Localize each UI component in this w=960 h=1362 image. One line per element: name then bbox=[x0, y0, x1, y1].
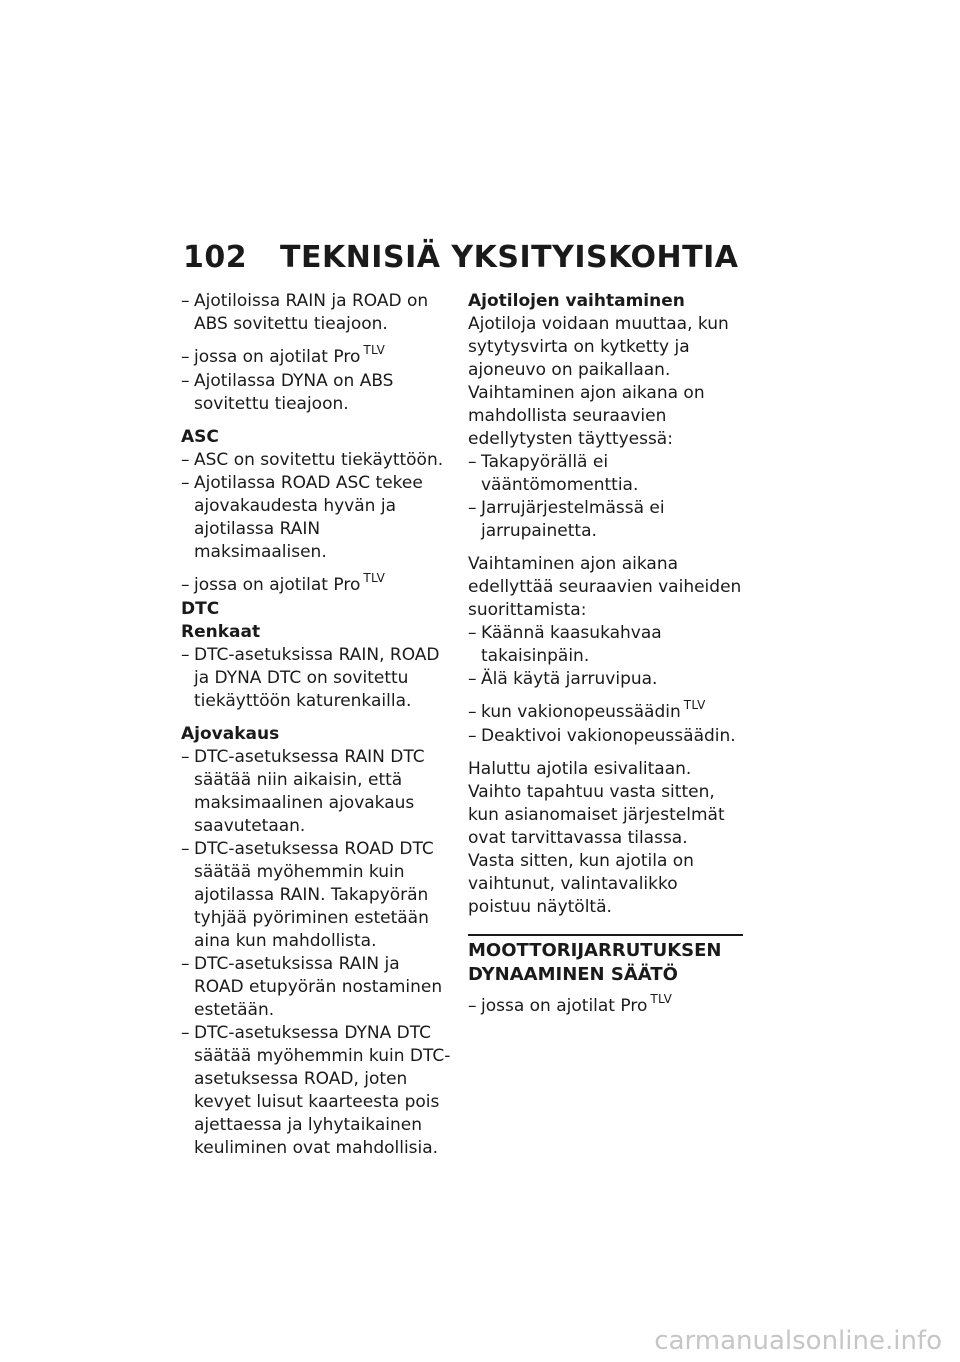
section-heading: Ajotilojen vaihtaminen bbox=[468, 291, 685, 311]
page-number: 102 bbox=[183, 240, 248, 275]
list-item: – DTC-asetuksissa RAIN ja ROAD etupyörän nostaminen estetään. bbox=[181, 953, 451, 1022]
list-item: – Ajotilassa DYNA on ABS sovitettu tieajoon. bbox=[181, 370, 451, 416]
list-item: – Jarrujärjestelmässä ei jarrupainetta. bbox=[468, 497, 743, 543]
list-item: – DTC-asetuksessa ROAD DTC säätää myöhemmin kuin ajotilassa RAIN. Takapyörän tyhjää pyöriminen estetään aina kun mahdollista. bbox=[181, 838, 451, 953]
right-column bbox=[468, 290, 743, 1019]
list-item: – Ajotilassa ROAD ASC tekee ajovakaudesta hyvän ja ajotilassa RAIN maksimaalisen. bbox=[181, 472, 451, 564]
paragraph: Vasta sitten, kun ajotila on vaihtunut, valintavalikko poistuu näytöltä. bbox=[468, 851, 694, 917]
list-item: – ASC on sovitettu tiekäyttöön. bbox=[181, 449, 451, 472]
list-item: – Deaktivoi vakionopeussäädin. bbox=[468, 725, 743, 748]
section-divider bbox=[468, 934, 743, 987]
list-item: – Takapyörällä ei vääntömomenttia. bbox=[468, 451, 743, 497]
list-item: – Käännä kaasukahvaa takaisinpäin. bbox=[468, 622, 743, 668]
list-item: – Älä käytä jarruvipua. bbox=[468, 668, 743, 691]
paragraph: Haluttu ajotila esivalitaan. Vaihto tapahtuu vasta sitten, kun asianomaiset järjestelmät ovat tarvittavassa tilassa. bbox=[468, 759, 725, 848]
paragraph: Vaihtaminen ajon aikana edellyttää seuraavien vaiheiden suorittamista: bbox=[468, 554, 742, 620]
ajovakaus-heading: Ajovakaus bbox=[181, 724, 280, 744]
tlv-mark: TLV bbox=[363, 343, 386, 357]
dtc-heading: DTC bbox=[181, 599, 220, 619]
page-title: TEKNISIÄ YKSITYISKOHTIA bbox=[280, 240, 739, 275]
paragraph: Ajotiloja voidaan muuttaa, kun sytytysvirta on kytketty ja ajoneuvo on paikallaan. Vaihtaminen ajon aikana on mahdollista seuraavien edellytysten täyttyessä: bbox=[468, 314, 729, 449]
pro-note: – jossa on ajotilat Pro $^{TLV}$ bbox=[181, 346, 451, 370]
list-item: – DTC-asetuksissa RAIN, ROAD ja DYNA DTC on sovitettu tiekäyttöön katurenkailla. bbox=[181, 644, 451, 713]
left-column bbox=[181, 290, 451, 1160]
tlv-mark: TLV bbox=[683, 698, 706, 712]
section-title: MOOTTORIJARRUTUKSEN DYNAAMINEN SÄÄTÖ bbox=[468, 940, 722, 985]
cruise-note: – kun vakionopeussäädin $^{TLV}$ bbox=[468, 701, 743, 725]
list-item: – DTC-asetuksessa DYNA DTC säätää myöhemmin kuin DTC-asetuksessa ROAD, joten kevyet luisut kaarteesta pois ajettaessa ja lyhytaikainen keuliminen ovat mahdollisia. bbox=[181, 1022, 451, 1160]
tlv-mark: TLV bbox=[650, 992, 673, 1006]
page-header bbox=[183, 240, 738, 275]
list-item: – DTC-asetuksessa RAIN DTC säätää niin aikaisin, että maksimaalinen ajovakaus saavutetaan. bbox=[181, 746, 451, 838]
watermark: carmanualsonline.info bbox=[654, 1326, 942, 1356]
renkaat-heading: Renkaat bbox=[181, 622, 261, 642]
pro-note: – jossa on ajotilat Pro $^{TLV}$ bbox=[181, 574, 451, 598]
pro-note: – jossa on ajotilat Pro $^{TLV}$ bbox=[468, 995, 743, 1019]
tlv-mark: TLV bbox=[363, 571, 386, 585]
list-item: – Ajotiloissa RAIN ja ROAD on ABS sovitettu tieajoon. bbox=[181, 290, 451, 336]
asc-heading: ASC bbox=[181, 427, 219, 447]
